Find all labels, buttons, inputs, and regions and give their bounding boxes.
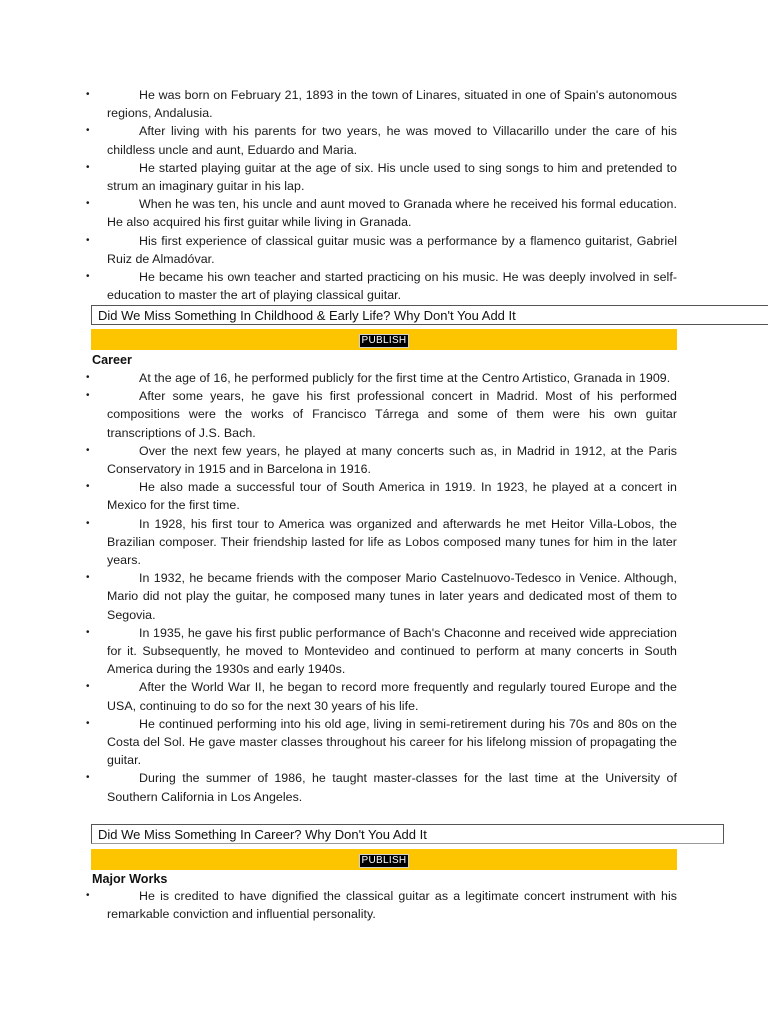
career-heading: Career [92, 353, 132, 367]
career-list [0, 369, 768, 806]
list-item [86, 624, 677, 679]
list-item [86, 268, 677, 304]
list-item-text: After some years, he gave his first professional concert in Madrid. Most of his performed compositions were the works of Francisco Tárrega and some of them were his own guitar transcriptions of J.S. Bach. [107, 389, 677, 440]
list-item [86, 769, 677, 805]
bullet-dot: • [86, 234, 90, 246]
bullet-dot: • [86, 271, 90, 283]
list-item [86, 715, 677, 770]
list-item-text: After living with his parents for two years, he was moved to Villacarillo under the care of his childless uncle and aunt, Eduardo and Maria. [107, 124, 677, 157]
add-career-prompt[interactable]: Did We Miss Something In Career? Why Don't You Add It [91, 824, 724, 844]
major-works-list [0, 887, 768, 923]
publish-bar-career [91, 849, 677, 870]
list-item [86, 369, 677, 387]
list-item-text: He was born on February 21, 1893 in the town of Linares, situated in one of Spain's autonomous regions, Andalusia. [107, 88, 677, 121]
list-item [86, 232, 677, 268]
bullet-dot: • [86, 444, 90, 456]
list-item-text: In 1932, he became friends with the composer Mario Castelnuovo-Tedesco in Venice. Although, Mario did not play the guitar, he composed many tunes in later years and dedicated most of them to Segovia. [107, 571, 677, 622]
publish-bar-early-life [91, 329, 677, 350]
list-item-text: When he was ten, his uncle and aunt moved to Granada where he received his formal education. He also acquired his first guitar while living in Granada. [107, 197, 677, 230]
bullet-dot: • [86, 372, 90, 383]
bullet-dot: • [86, 572, 90, 584]
bullet-dot: • [86, 89, 90, 100]
list-item [86, 195, 677, 231]
bullet-dot: • [86, 517, 90, 529]
major-works-heading: Major Works [92, 872, 168, 886]
add-early-life-prompt[interactable]: Did We Miss Something In Childhood & Early Life? Why Don't You Add It [91, 305, 768, 325]
list-item-text: Over the next few years, he played at many concerts such as, in Madrid in 1912, at the Paris Conservatory in 1915 and in Barcelona in 1916. [107, 443, 677, 477]
publish-button-career[interactable]: PUBLISH [359, 854, 410, 868]
list-item [86, 86, 677, 122]
bullet-dot: • [86, 161, 90, 173]
bullet-dot: • [86, 198, 90, 210]
list-item-text: He is credited to have dignified the classical guitar as a legitimate concert instrument with his remarkable conviction and influential personality. [107, 889, 677, 922]
early-life-list [0, 86, 768, 304]
list-item [86, 569, 677, 624]
bullet-dot: • [86, 390, 90, 402]
bullet-dot: • [86, 481, 90, 493]
bullet-dot: • [86, 681, 90, 693]
publish-button-early-life[interactable]: PUBLISH [359, 334, 410, 348]
list-item [86, 159, 677, 195]
list-item [86, 122, 677, 158]
list-item-text: After the World War II, he began to record more frequently and regularly toured Europe and the USA, continuing to do so for the next 30 years of his life. [107, 680, 677, 713]
bullet-dot: • [86, 717, 90, 729]
list-item [86, 678, 677, 714]
bullet-dot: • [86, 890, 90, 901]
list-item-text: During the summer of 1986, he taught master-classes for the last time at the University of Southern California in Los Angeles. [107, 771, 677, 804]
list-item-text: In 1928, his first tour to America was organized and afterwards he met Heitor Villa-Lobos, the Brazilian composer. Their friendship lasted for life as Lobos composed many tunes for him in the later years. [107, 516, 677, 568]
list-item [86, 515, 677, 570]
list-item-text: At the age of 16, he performed publicly for the first time at the Centro Artistico, Granada in 1909. [139, 371, 671, 385]
bullet-dot: • [86, 626, 90, 638]
list-item [86, 442, 677, 478]
list-item-text: His first experience of classical guitar music was a performance by a flamenco guitarist, Gabriel Ruiz de Almadóvar. [107, 233, 677, 266]
list-item [86, 887, 677, 923]
bullet-dot: • [86, 772, 90, 784]
list-item-text: He continued performing into his old age, living in semi-retirement during his 70s and 80s on the Costa del Sol. He gave master classes throughout his career for his lifelong mission of propagating the guitar. [107, 716, 677, 768]
list-item-text: In 1935, he gave his first public performance of Bach's Chaconne and received wide appreciation for it. Subsequently, he moved to Montevideo and continued to perform at many concerts in South America during the 1930s and early 1940s. [107, 625, 677, 677]
list-item [86, 478, 677, 514]
list-item-text: He became his own teacher and started practicing on his music. He was deeply involved in self-education to master the art of playing classical guitar. [107, 270, 677, 303]
bullet-dot: • [86, 125, 90, 137]
list-item-text: He also made a successful tour of South America in 1919. In 1923, he played at a concert in Mexico for the first time. [107, 480, 677, 513]
list-item [86, 387, 677, 442]
list-item-text: He started playing guitar at the age of six. His uncle used to sing songs to him and pretended to strum an imaginary guitar in his lap. [107, 160, 677, 194]
